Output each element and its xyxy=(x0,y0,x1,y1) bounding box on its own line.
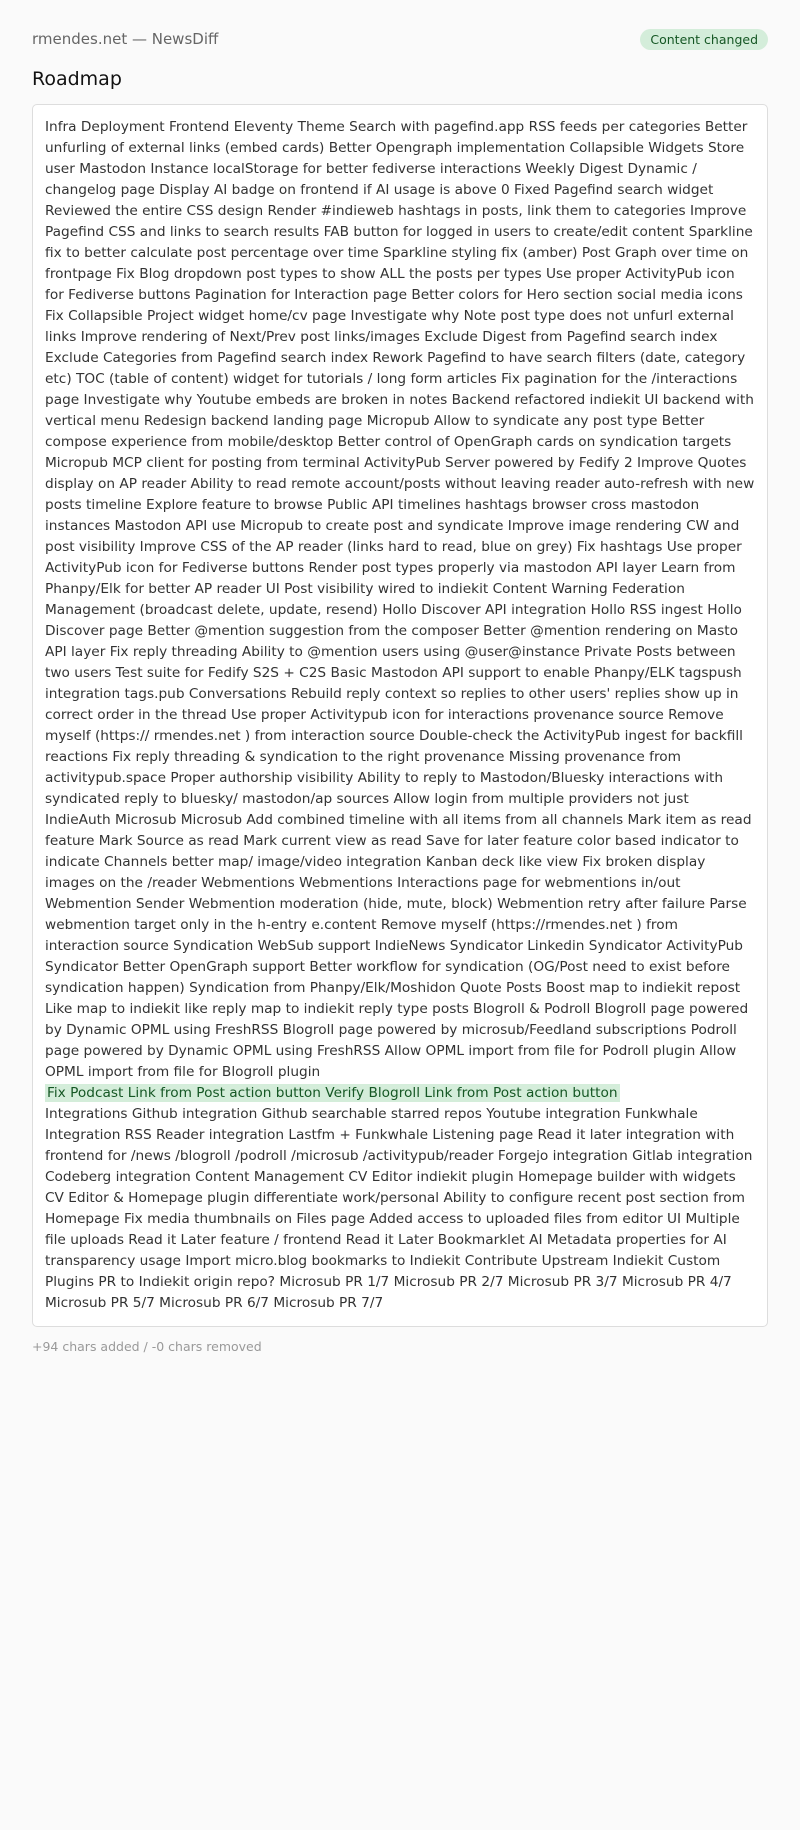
page-title: Roadmap xyxy=(32,68,122,90)
diff-unchanged-before: Infra Deployment Frontend Eleventy Theme Search with pagefind.app RSS feeds per categories Better unfurling of external links (embed cards) Better Opengraph implementation Collapsible Widgets Store user Mastodon Instance localStorage for better fediverse interactions Weekly Digest Dynamic / changelog page Display AI badge on frontend if AI usage is above 0 Fixed Pagefind search widget Reviewed the entire CSS design Render #indieweb hashtags in posts, link them to categories Improve Pagefind CSS and links to search results FAB button for logged in users to create/edit content Sparkline fix to better calculate post percentage over time Sparkline styling fix (amber) Post Graph over time on frontpage Fix Blog dropdown post types to show ALL the posts per types Use proper ActivityPub icon for Fediverse buttons Pagination for Interaction page Better colors for Hero section social media icons Fix Collapsible Project widget home/cv page Investigate why Note post type does not unfurl external links Improve rendering of Next/Prev post links/images Exclude Digest from Pagefind search index Exclude Categories from Pagefind search index Rework Pagefind to have search filters (date, category etc) TOC (table of content) widget for tutorials / long form articles Fix pagination for the /interactions page Investigate why Youtube embeds are broken in notes Backend refactored indiekit UI backend with vertical menu Redesign backend landing page Micropub Allow to syndicate any post type Better compose experience from mobile/desktop Better control of OpenGraph cards on syndication targets Micropub MCP client for posting from terminal ActivityPub Server powered by Fedify 2 Improve Quotes display on AP reader Ability to read remote account/posts without leaving reader auto-refresh with new posts timeline Explore feature to browse Public API timelines hashtags browser cross mastodon instances Mastodon API use Micropub to create post and syndicate Improve image rendering CW and post visibility Improve CSS of the AP reader (links hard to read, blue on grey) Fix hashtags Use proper ActivityPub icon for Fediverse buttons Render post types properly via mastodon API layer Learn from Phanpy/Elk for better AP reader UI Post visibility wired to indiekit Content Warning Federation Management (broadcast delete, update, resend) Hollo Discover API integration Hollo RSS ingest Hollo Discover page Better @mention suggestion from the composer Better @mention rendering on Masto API layer Fix reply threading Ability to @mention users using @user@instance Private Posts between two users Test suite for Fedify S2S + C2S Basic Mastodon API support to enable Phanpy/ELK tagspush integration tags.pub Conversations Rebuild reply context so replies to other users' replies show up in correct order in the thread Use proper Activitypub icon for interactions provenance source Remove myself (https:// rmendes.net ) from interaction source Double-check the ActivityPub ingest for backfill reactions Fix reply threading & syndication to the right provenance Missing provenance from activitypub.space Proper authorship visibility Ability to reply to Mastodon/Bluesky interactions with syndicated reply to bluesky/ mastodon/ap sources Allow login from multiple providers not just IndieAuth Microsub Microsub Add combined timeline with all items from all channels Mark item as read feature Mark Source as read Mark current view as read Save for later feature color based indicator to indicate Channels better map/ image/video integration Kanban deck like view Fix broken display images on the /reader Webmentions Webmentions Interactions page for webmentions in/out Webmention Sender Webmention moderation (hide, mute, block) Webmention retry after failure Parse webmention target only in the h-entry e.content Remove myself (https://rmendes.net ) from interaction source Syndication WebSub support IndieNews Syndicator Linkedin Syndicator ActivityPub Syndicator Better OpenGraph support Better workflow for syndication (OG/Post need to exist before syndication happen) Syndication from Phanpy/Elk/Moshidon Quote Posts Boost map to indiekit repost Like map to indiekit like reply map to indiekit reply type posts Blogroll & Podroll Blogroll page powered by Dynamic OPML using FreshRSS Blogroll page powered by microsub/Feedland subscriptions Podroll page powered by Dynamic OPML using FreshRSS Allow OPML import from file for Podroll plugin Allow OPML import from file for Blogroll plugin xyxy=(45,119,755,1080)
header xyxy=(32,28,768,50)
diff-added-text: Fix Podcast Link from Post action button Verify Blogroll Link from Post action button xyxy=(47,1085,618,1101)
diff-content xyxy=(32,104,768,1327)
site-title: rmendes.net — NewsDiff xyxy=(32,30,219,48)
change-summary: +94 chars added / -0 chars removed xyxy=(32,1339,262,1354)
diff-unchanged-after: Integrations Github integration Github searchable starred repos Youtube integration Funkwhale Integration RSS Reader integration Lastfm + Funkwhale Listening page Read it later integration with frontend for /news /blogroll /podroll /microsub /activitypub/reader Forgejo integration Gitlab integration Codeberg integration Content Management CV Editor indiekit plugin Homepage builder with widgets CV Editor & Homepage plugin differentiate work/personal Ability to configure recent post section from Homepage Fix media thumbnails on Files page Added access to uploaded files from editor UI Multiple file uploads Read it Later feature / frontend Read it Later Bookmarklet AI Metadata properties for AI transparency usage Import micro.blog bookmarks to Indiekit Contribute Upstream Indiekit Custom Plugins PR to Indiekit origin repo? Microsub PR 1/7 Microsub PR 2/7 Microsub PR 3/7 Microsub PR 4/7 Microsub PR 5/7 Microsub PR 6/7 Microsub PR 7/7 xyxy=(45,1106,753,1311)
status-badge: Content changed xyxy=(640,29,768,50)
